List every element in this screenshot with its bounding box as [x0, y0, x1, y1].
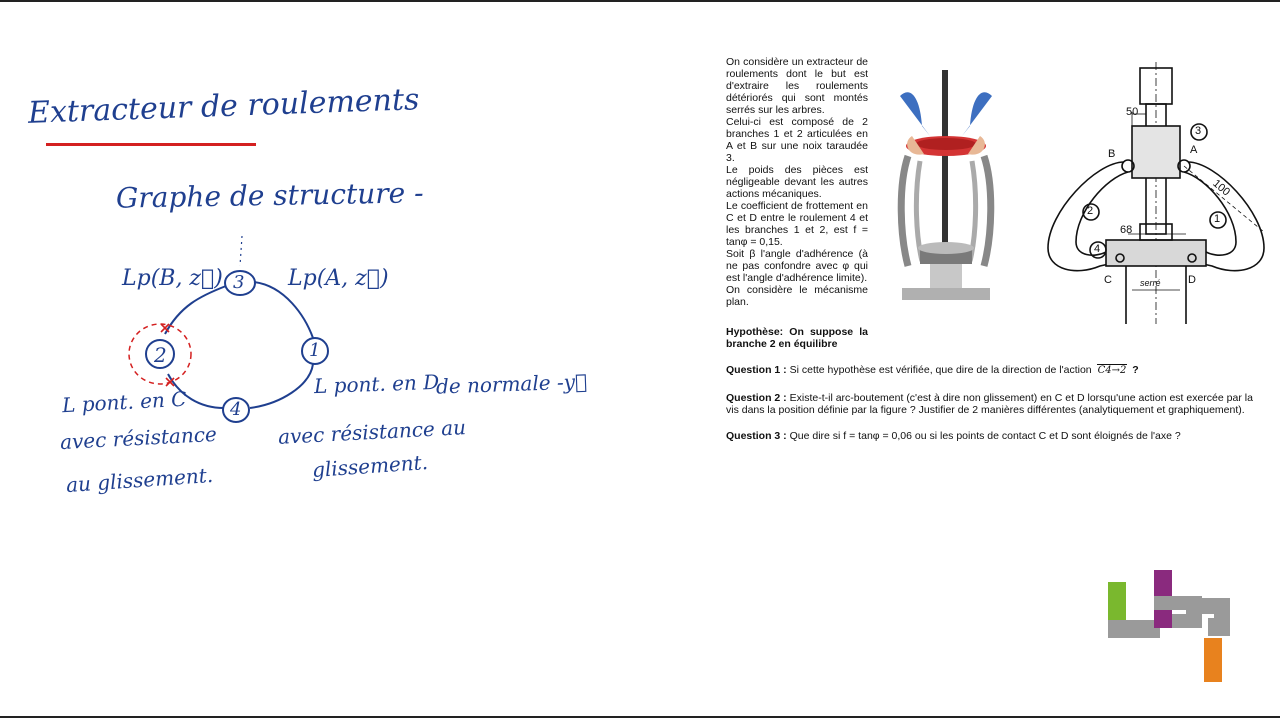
- hypothesis: Hypothèse: On suppose la branche 2 en équilibre: [726, 326, 868, 350]
- link-c24-line2: avec résistance: [59, 421, 218, 455]
- intro-text-6: On considère le mécanisme plan.: [726, 284, 868, 308]
- bottom-border: [0, 716, 1280, 718]
- question-2: [726, 392, 1266, 416]
- label-n1: 1: [1214, 213, 1221, 225]
- question-1-vector: C4→2: [1097, 365, 1127, 376]
- link-d14-line2: avec résistance au: [277, 415, 467, 449]
- intro-text-4: Le coefficient de frottement en C et D entre le roulement 4 et les branches 1 et 2, est f = tanφ = 0,15.: [726, 200, 868, 248]
- question-2-label: Question 2 :: [726, 392, 787, 404]
- label-serre: serré: [1140, 278, 1161, 288]
- question-3-text: Que dire si f = tanφ = 0,06 ou si les points de contact C et D sont éloignés de l'axe ?: [789, 430, 1181, 442]
- page-title: Extracteur de roulements: [27, 82, 420, 131]
- node-2-label: 2: [154, 343, 167, 367]
- intro-text-2: Celui-ci est composé de 2 branches 1 et 2 articulées en A et B sur une noix taraudée 3.: [726, 116, 868, 164]
- intro-text-1: On considère un extracteur de roulements dont le but est d'extraire les roulements détériorés qui sont montés serrés sur les arbres.: [726, 56, 868, 116]
- link-d14-line3: glissement.: [311, 449, 429, 483]
- question-1: [726, 364, 1266, 377]
- node-4-label: 4: [230, 399, 242, 420]
- label-dim100: 100: [1210, 177, 1233, 199]
- node-3-label: 3: [233, 272, 245, 293]
- question-3: [726, 430, 1266, 442]
- link-d14-line1: L pont. en D: [313, 369, 440, 399]
- structure-graph-heading: Graphe de structure -: [115, 176, 424, 215]
- link-1-4: [250, 364, 313, 408]
- label-b: B: [1108, 148, 1116, 160]
- link-c24-line3: au glissement.: [65, 462, 214, 498]
- question-1-suffix: ?: [1132, 364, 1139, 376]
- label-d: D: [1188, 274, 1196, 286]
- link-b23-label: Lp(B, z⃗): [122, 266, 223, 291]
- link-d14-normal: de normale -y⃗: [435, 369, 588, 399]
- title-underline: [46, 143, 256, 146]
- link-a13-label: Lp(A, z⃗): [288, 266, 389, 291]
- lbp-logo: [1104, 568, 1234, 684]
- question-2-text: Existe-t-il arc-boutement (c'est à dire non glissement) en C et D lorsqu'une action est exercée par la vis dans la position définie par la figure ? Justifier de 2 manières différentes (analytiquement et graphiquement).: [726, 392, 1253, 416]
- extractor-photo: [890, 66, 1002, 306]
- node-1-label: 1: [309, 340, 321, 361]
- top-border: [0, 0, 1280, 2]
- intro-text-3: Le poids des pièces est négligeable devant les autres actions mécaniques.: [726, 164, 868, 200]
- label-dim50: 50: [1126, 106, 1139, 118]
- axis-dash: [240, 236, 242, 266]
- label-c: C: [1104, 274, 1112, 286]
- label-dim68: 68: [1120, 224, 1133, 236]
- question-3-label: Question 3 :: [726, 430, 787, 442]
- label-n2: 2: [1087, 205, 1094, 217]
- label-n3: 3: [1195, 125, 1202, 137]
- label-n4: 4: [1094, 243, 1101, 255]
- intro-text-5: Soit β l'angle d'adhérence (à ne pas confondre avec φ qui est l'angle d'adhérence limite).: [726, 248, 868, 284]
- label-a: A: [1190, 144, 1198, 156]
- intro-paragraph: [726, 56, 868, 308]
- question-1-label: Question 1 :: [726, 364, 787, 376]
- question-1-text: Si cette hypothèse est vérifiée, que dire de la direction de l'action: [789, 364, 1092, 376]
- link-c24-line1: L pont. en C: [61, 386, 188, 418]
